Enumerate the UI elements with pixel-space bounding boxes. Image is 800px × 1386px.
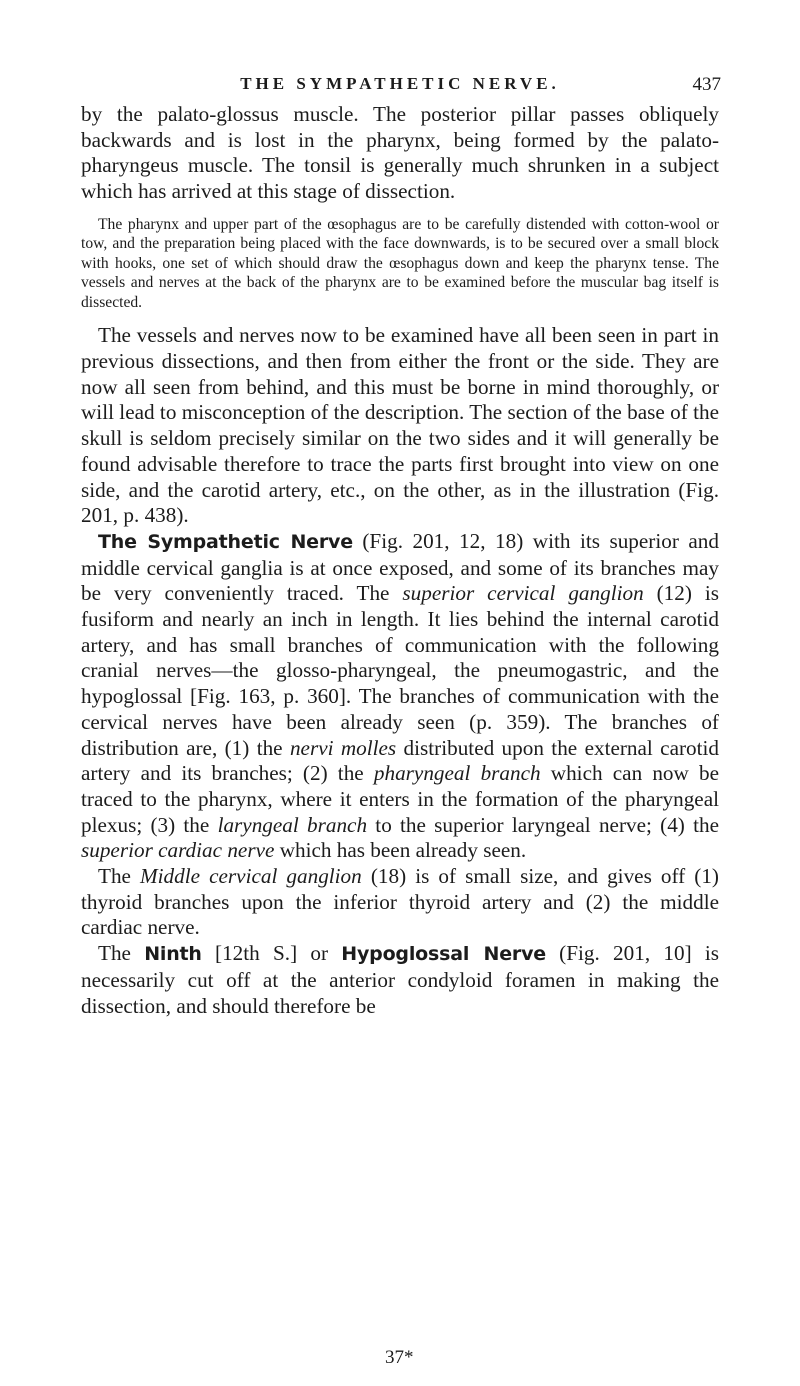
term-pharyngeal-branch: pharyngeal branch [373,761,541,786]
term-superior-cardiac-nerve: superior cardiac nerve [81,838,275,863]
paragraph-middle-ganglion: The Middle cervical ganglion (18) is of small size, and gives off (1) thyroid branches upon the inferior thyroid artery and (2) the middle cardiac nerve. [81,864,719,940]
term-laryngeal-branch: laryngeal branch [217,812,368,837]
page-number: 437 [692,74,721,95]
term-superior-cervical-ganglion: superior cervical ganglion [402,581,644,606]
paragraph-vessels-nerves: The vessels and nerves now to be examined have all been seen in part in previous dissections, and then from either the front or the side. They are now all seen from behind, and this must be borne in mind thoroughly, or will lead to misconception of the description. The section of the base of the skull is seldom precisely similar on the two sides and it will generally be found advisable therefore to trace the parts first brought into view on one side, and the carotid artery, etc., on the other, as in the illustration (Fig. 201, p. 438). [81,323,719,528]
term-middle-cervical-ganglion: Middle cervical ganglion [140,864,362,889]
term-nervi-molles: nervi molles [289,735,397,760]
heading-sympathetic-nerve: The Sympathetic Nerve [98,530,353,553]
running-title: THE SYMPATHETIC NERVE. [240,74,560,93]
paragraph-hypoglossal-nerve: The Ninth [12th S.] or Hypoglossal Nerve (Fig. 201, 10] is necessarily cut off at the anterior condyloid foramen in making the dissection, and should therefore be [81,941,720,1018]
signature-mark: 37* [385,1347,414,1368]
heading-ninth: Ninth [144,943,202,966]
page-header [81,74,719,102]
dissection-note: The pharynx and upper part of the œsophagus are to be carefully distended with cotton-wool or tow, and the preparation being placed with the face downwards, is to be secured over a small block with hooks, one set of which should draw the œsophagus down and keep the pharynx tense. The vessels and nerves at the back of the pharynx are to be examined before the muscular bag itself is dissected. [81,215,719,311]
heading-hypoglossal-nerve: Hypoglossal Nerve [341,943,546,966]
paragraph-sympathetic-nerve: The Sympathetic Nerve (Fig. 201, 12, 18) with its superior and middle cervical ganglia is at once exposed, and some of its branches may be very conveniently traced. The superior cervical ganglion (12) is fusiform and nearly an inch in length. It lies behind the internal carotid artery, and has small branches of communication with the following cranial nerves—the glosso-pharyngeal, the pneumogastric, and the hypoglossal [Fig. 163, p. 360]. The branches of communication with the cervical nerves have been already seen (p. 359). The branches of distribution are, (1) the nervi molles distributed upon the external carotid artery and its branches; (2) the pharyngeal branch which can now be traced to the pharynx, where it enters in the formation of the pharyngeal plexus; (3) the laryngeal branch to the superior laryngeal nerve; (4) the superior cardiac nerve which has been already seen. [81,528,720,863]
book-page [81,74,719,1019]
paragraph-tonsil: by the palato-glossus muscle. The posterior pillar passes obliquely backwards and is lost in the pharynx, being formed by the palato-pharyngeus muscle. The tonsil is generally much shrunken in a subject which has arrived at this stage of dissection. [81,102,719,204]
